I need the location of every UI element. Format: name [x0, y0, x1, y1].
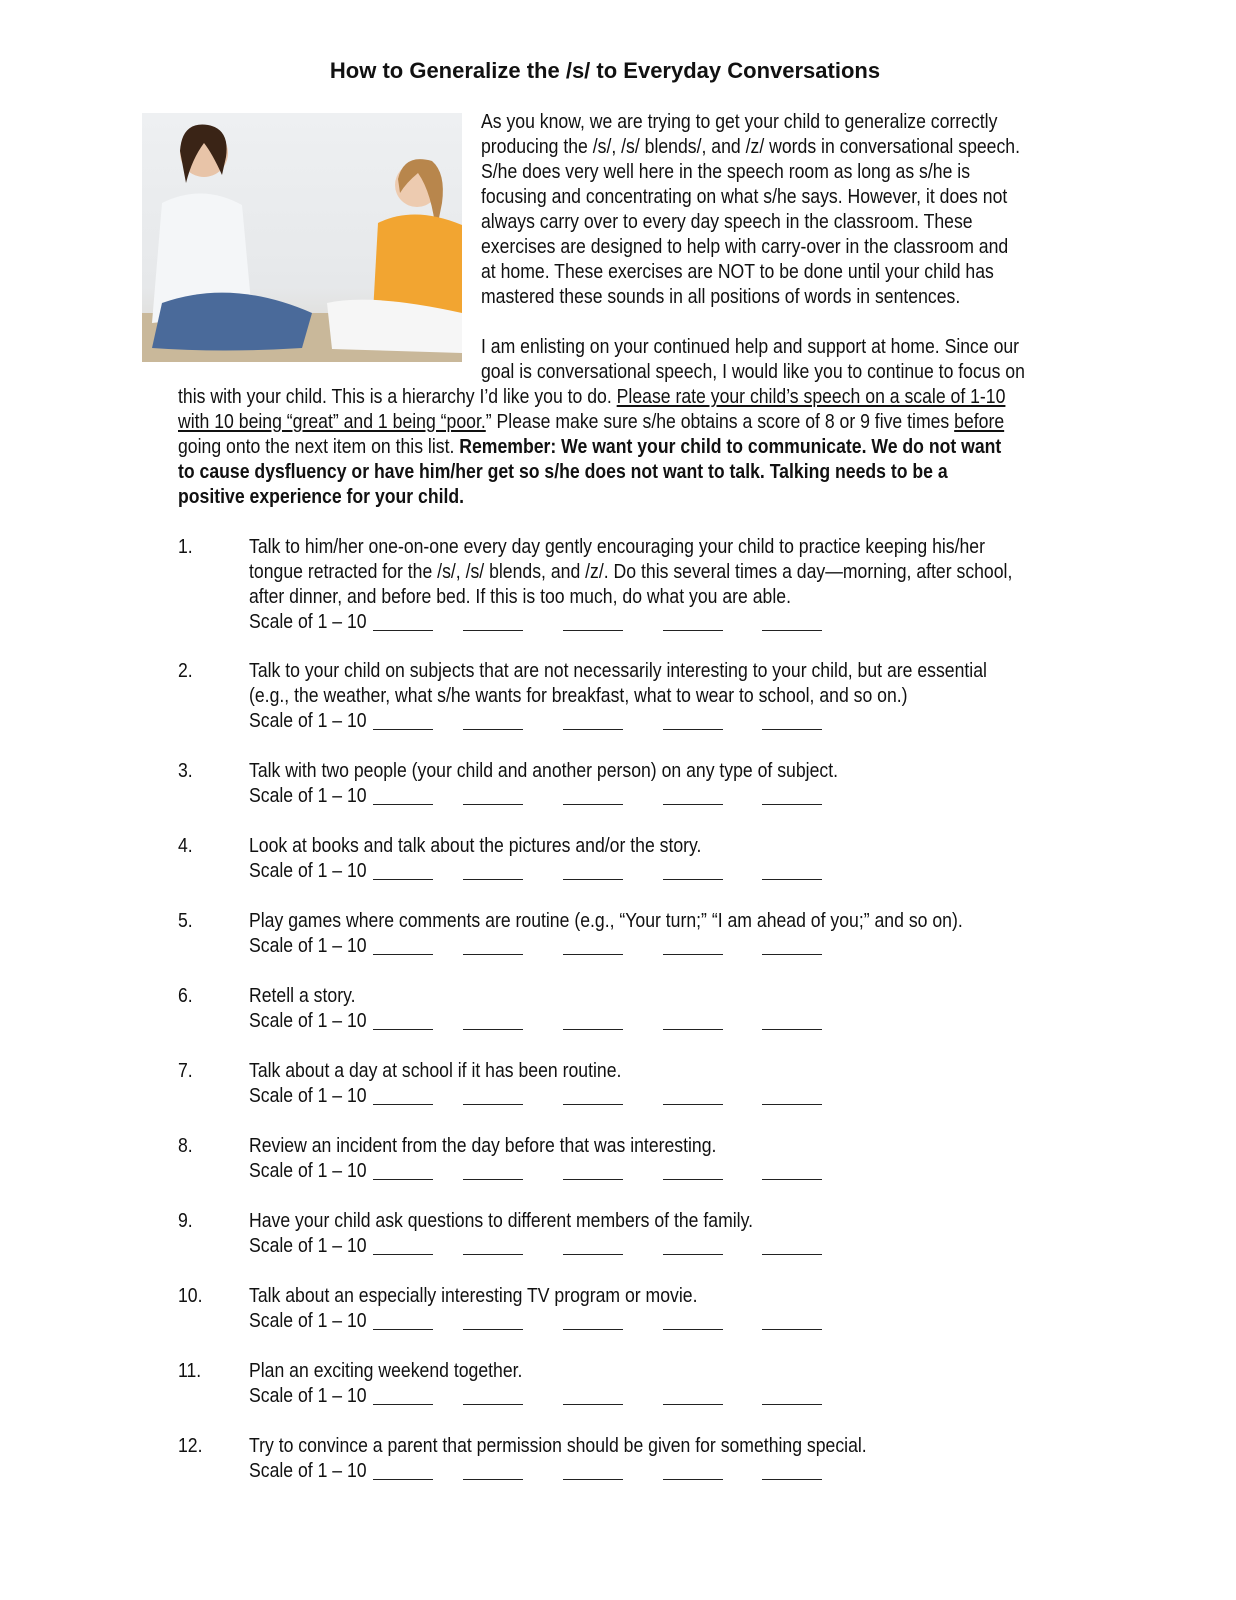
rating-blank[interactable]	[563, 1179, 623, 1180]
rating-blank[interactable]	[563, 1329, 623, 1330]
item-text: Review an incident from the day before that was interesting.	[249, 1134, 717, 1157]
scale-label: Scale of 1 – 10	[249, 1084, 367, 1107]
item-number: 11.	[178, 1359, 202, 1382]
rating-blank[interactable]	[762, 804, 822, 805]
rating-blank[interactable]	[373, 1104, 433, 1105]
rating-blank[interactable]	[762, 729, 822, 730]
text-line: goal is conversational speech, I would like you to continue to focus on	[481, 360, 1025, 383]
rating-blank[interactable]	[463, 1329, 523, 1330]
rating-blank[interactable]	[463, 879, 523, 880]
rating-blank[interactable]	[762, 1104, 822, 1105]
item-number: 10.	[178, 1284, 203, 1307]
rating-blank[interactable]	[463, 954, 523, 955]
scale-label: Scale of 1 – 10	[249, 1459, 367, 1482]
item-number: 3.	[178, 759, 193, 782]
text-line: mastered these sounds in all positions of words in sentences.	[481, 285, 961, 308]
item-text: Talk to your child on subjects that are not necessarily interesting to your child, but are essential	[249, 659, 987, 682]
text-segment: before	[954, 410, 1005, 433]
item-text: Retell a story.	[249, 984, 356, 1007]
reminder-text: positive experience for your child.	[178, 485, 465, 508]
rating-blank[interactable]	[463, 1029, 523, 1030]
scale-label: Scale of 1 – 10	[249, 610, 367, 633]
rating-blank[interactable]	[373, 804, 433, 805]
page-title: How to Generalize the /s/ to Everyday Conversations	[329, 58, 881, 83]
rating-blank[interactable]	[762, 1179, 822, 1180]
rating-blank[interactable]	[463, 1254, 523, 1255]
item-text: Plan an exciting weekend together.	[249, 1359, 523, 1382]
scale-label: Scale of 1 – 10	[249, 1309, 367, 1332]
text-line: producing the /s/, /s/ blends/, and /z/ words in conversational speech.	[481, 135, 1021, 158]
item-number: 2.	[178, 659, 193, 682]
rating-blank[interactable]	[762, 954, 822, 955]
text-segment: this with your child. This is a hierarchy I’d like you to do.	[178, 385, 617, 408]
item-text: Look at books and talk about the pictures and/or the story.	[249, 834, 702, 857]
rating-blank[interactable]	[563, 954, 623, 955]
rating-blank[interactable]	[463, 1404, 523, 1405]
rating-blank[interactable]	[463, 1479, 523, 1480]
text-line	[178, 435, 1001, 459]
item-number: 5.	[178, 909, 193, 932]
item-number: 9.	[178, 1209, 193, 1232]
rating-instruction: with 10 being “great” and 1 being “poor.	[178, 410, 486, 433]
rating-blank[interactable]	[762, 1254, 822, 1255]
item-text: Talk with two people (your child and another person) on any type of subject.	[249, 759, 838, 782]
text-line	[178, 410, 1004, 434]
rating-blank[interactable]	[373, 1329, 433, 1330]
rating-blank[interactable]	[762, 1479, 822, 1480]
item-text: Have your child ask questions to different members of the family.	[249, 1209, 754, 1232]
text-segment: going onto the next item on this list.	[178, 435, 460, 458]
rating-blank[interactable]	[563, 729, 623, 730]
rating-blank[interactable]	[563, 1404, 623, 1405]
text-line	[178, 385, 1005, 409]
scale-label: Scale of 1 – 10	[249, 1159, 367, 1182]
item-text: Talk to him/her one-on-one every day gently encouraging your child to practice keeping his/her	[249, 535, 985, 558]
scale-label: Scale of 1 – 10	[249, 859, 367, 882]
rating-blank[interactable]	[373, 1479, 433, 1480]
rating-blank[interactable]	[463, 1179, 523, 1180]
rating-blank[interactable]	[563, 1479, 623, 1480]
item-number: 8.	[178, 1134, 193, 1157]
rating-blank[interactable]	[663, 1404, 723, 1405]
rating-blank[interactable]	[373, 630, 433, 631]
text-line: S/he does very well here in the speech room as long as s/he is	[481, 160, 971, 183]
rating-blank[interactable]	[663, 1329, 723, 1330]
item-text: (e.g., the weather, what s/he wants for breakfast, what to wear to school, and so on.)	[249, 684, 908, 707]
scale-label: Scale of 1 – 10	[249, 1234, 367, 1257]
rating-blank[interactable]	[563, 630, 623, 631]
rating-blank[interactable]	[373, 1179, 433, 1180]
item-text: Play games where comments are routine (e.g., “Your turn;” “I am ahead of you;” and so on).	[249, 909, 963, 932]
item-number: 7.	[178, 1059, 193, 1082]
scale-label: Scale of 1 – 10	[249, 784, 367, 807]
rating-blank[interactable]	[563, 879, 623, 880]
rating-blank[interactable]	[563, 1104, 623, 1105]
rating-blank[interactable]	[373, 1254, 433, 1255]
rating-blank[interactable]	[762, 1329, 822, 1330]
rating-instruction: Please rate your child’s speech on a scale of 1-10	[616, 385, 1006, 408]
text-segment: ” Please make sure s/he obtains a score of 8 or 9 five times	[485, 410, 955, 433]
item-text: Talk about a day at school if it has been routine.	[249, 1059, 622, 1082]
item-text: Try to convince a parent that permission should be given for something special.	[249, 1434, 867, 1457]
scale-label: Scale of 1 – 10	[249, 1384, 367, 1407]
rating-blank[interactable]	[663, 1479, 723, 1480]
item-text: after dinner, and before bed. If this is too much, do what you are able.	[249, 585, 791, 608]
scale-label: Scale of 1 – 10	[249, 934, 367, 957]
item-number: 4.	[178, 834, 193, 857]
item-number: 6.	[178, 984, 193, 1007]
rating-blank[interactable]	[663, 1254, 723, 1255]
rating-blank[interactable]	[563, 804, 623, 805]
rating-blank[interactable]	[663, 804, 723, 805]
rating-blank[interactable]	[762, 1404, 822, 1405]
rating-blank[interactable]	[373, 954, 433, 955]
text-line: As you know, we are trying to get your child to generalize correctly	[481, 110, 998, 133]
rating-blank[interactable]	[762, 879, 822, 880]
reminder-text: Remember: We want your child to communicate. We do not want	[459, 435, 1002, 458]
rating-blank[interactable]	[663, 630, 723, 631]
photo-mother-and-daughter-talking	[142, 113, 462, 362]
rating-blank[interactable]	[373, 879, 433, 880]
text-line: focusing and concentrating on what s/he says. However, it does not	[481, 185, 1008, 208]
rating-blank[interactable]	[463, 1104, 523, 1105]
rating-blank[interactable]	[373, 1404, 433, 1405]
rating-blank[interactable]	[563, 1029, 623, 1030]
item-text: tongue retracted for the /s/, /s/ blends, and /z/. Do this several times a day—morning, after school,	[249, 560, 1013, 583]
rating-blank[interactable]	[762, 630, 822, 631]
text-line: I am enlisting on your continued help and support at home. Since our	[481, 335, 1020, 358]
rating-blank[interactable]	[373, 729, 433, 730]
rating-blank[interactable]	[463, 630, 523, 631]
rating-blank[interactable]	[663, 954, 723, 955]
rating-blank[interactable]	[762, 1029, 822, 1030]
item-number: 1.	[178, 535, 193, 558]
rating-blank[interactable]	[663, 1029, 723, 1030]
text-line: exercises are designed to help with carry-over in the classroom and	[481, 235, 1009, 258]
scale-label: Scale of 1 – 10	[249, 709, 367, 732]
rating-blank[interactable]	[463, 729, 523, 730]
item-number: 12.	[178, 1434, 203, 1457]
rating-blank[interactable]	[663, 879, 723, 880]
item-text: Talk about an especially interesting TV program or movie.	[249, 1284, 698, 1307]
text-line: at home. These exercises are NOT to be done until your child has	[481, 260, 994, 283]
rating-blank[interactable]	[563, 1254, 623, 1255]
scale-label: Scale of 1 – 10	[249, 1009, 367, 1032]
rating-blank[interactable]	[663, 1179, 723, 1180]
rating-blank[interactable]	[663, 729, 723, 730]
text-line: always carry over to every day speech in the classroom. These	[481, 210, 973, 233]
rating-blank[interactable]	[373, 1029, 433, 1030]
rating-blank[interactable]	[663, 1104, 723, 1105]
reminder-text: to cause dysfluency or have him/her get so s/he does not want to talk. Talking needs to be a	[178, 460, 948, 483]
rating-blank[interactable]	[463, 804, 523, 805]
